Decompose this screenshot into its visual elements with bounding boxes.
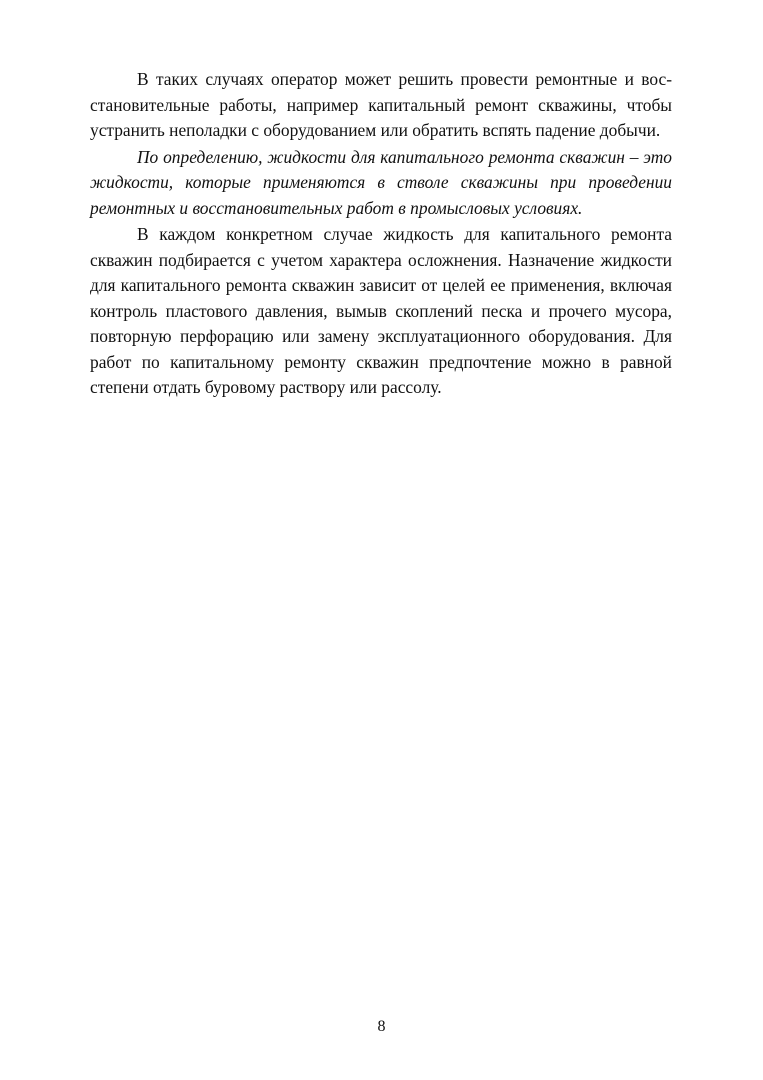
paragraph-workover-intro: В таких случаях оператор может решить провести ремонтные и восстановительные работы, например капитальный ремонт скважины, чтобы устранить неполадки с оборудованием или обратить вспять падение добычи. (90, 69, 672, 140)
paragraph-fluid-selection: В каждом конкретном случае жидкость для капитального ремонта скважин подбирается с учетом характера осложнения. Назначение жидкости для капитального ремонта скважин зависит от целей ее применения, включая контроль пластового давления, вымыв скоплений песка и прочего мусора, повторную перфорацию или замену эксплуатационного оборудования. Для работ по капитальному ремонту скважин предпочтение можно в равной степени отдать буровому раствору или рассолу. (90, 224, 672, 397)
paragraph-definition: По определению, жидкости для капитального ремонта скважин – это жидкости, которые применяются в стволе скважины при проведении ремонтных и восстановительных работ в промысловых условиях. (90, 146, 672, 218)
page-number: 8 (377, 1018, 386, 1035)
body-text (90, 67, 672, 401)
